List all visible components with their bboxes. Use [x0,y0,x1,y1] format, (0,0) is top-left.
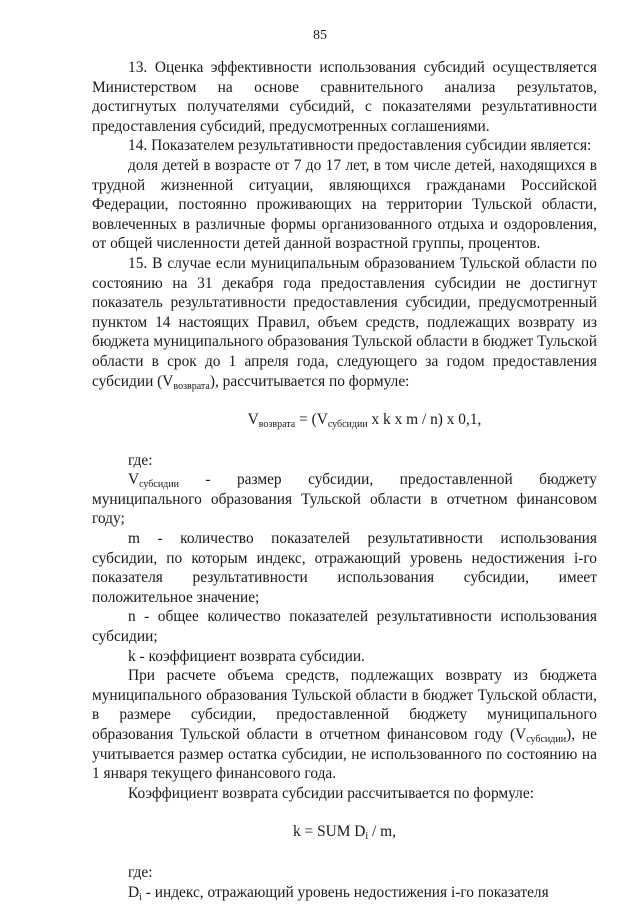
definition-v-subsidy [92,470,597,529]
def-v-symbol: V [128,471,140,489]
def-d-symbol: D [128,883,140,901]
definition-k: k - коэффициент возврата субсидии. [128,647,365,665]
formula-sub-subsidy: субсидии [327,419,368,431]
paragraph-15-text: 15. В случае если муниципальным образованием Тульской области по состоянию на 31 декабря года предоставления субсидии не достигнут показатель результативности предоставления субсидии, предусмотренный пунктом 14 настоящих Правил, объем средств, подлежащих возврату из бюджета муниципального образования Тульской области в бюджет Тульской области в срок до 1 апреля года, следующего за годом предоставления субсидии (V [92,254,597,390]
formula2-tail: / m, [368,823,396,841]
paragraph-14: 14. Показателем результативности предоставления субсидии является: [128,137,592,155]
page-number: 85 [313,28,327,43]
calc-text: При расчете объема средств, подлежащих возврату из бюджета муниципального образования Тульской области в бюджет Тульской области, в размере субсидии, предоставленной бюджету муниципального образования Тульской области в отчетном финансовом году (V [92,667,597,743]
coefficient-intro: Коэффициент возврата субсидии рассчитывается по формуле: [128,784,534,802]
formula-v: V [247,411,259,429]
subscript-return: возврата [173,380,210,392]
formula-mid: = (V [295,411,328,429]
formula-sub-return: возврата [258,419,296,431]
def-d-text: - индекс, отражающий уровень недостижения i-го показателя [141,883,549,901]
calc-subscript: субсидии [526,734,567,745]
definition-m: m - количество показателей результативности использования субсидии, по которым индекс, отражающий уровень недостижения i-го показателя результативности использования субсидии, имеет положительное значение; [92,530,597,606]
formula-return-volume [92,410,597,430]
formula-coefficient [92,822,597,842]
paragraph-15-tail: ), рассчитывается по формуле: [209,372,410,390]
def-v-text: - размер субсидии, предоставленной бюджету муниципального образования Тульской области в отчетном финансовом году; [92,471,597,528]
where-label-2: где: [128,863,153,881]
paragraph-calculation [92,666,597,784]
where-label-1: где: [128,451,153,469]
formula-tail: x k x m / n) x 0,1, [367,411,482,429]
def-v-subscript: субсидии [139,479,179,491]
calc-tail: ), не учитывается размер остатка субсидии, не использованного по состоянию на 1 января текущего финансового года. [92,726,598,783]
document-body [92,58,597,902]
definition-n: n - общее количество показателей результативности использования субсидии; [92,608,597,646]
paragraph-15 [92,254,597,391]
paragraph-14-indicator: доля детей в возрасте от 7 до 17 лет, в том числе детей, находящихся в трудной жизненной ситуации, являющихся гражданами Российской Федерации, постоянно проживающих на территории Тульской области, вовлеченных в различные формы организованного отдыха и оздоровления, от общей численности детей данной возрастной группы, процентов. [92,156,597,253]
def-d-subscript: i [139,891,142,903]
formula2-text: k = SUM D [293,823,366,841]
formula2-subscript: i [365,831,369,843]
definition-d [92,883,597,903]
paragraph-13: 13. Оценка эффективности использования субсидий осуществляется Министерством на основе сравнительного анализа результатов, достигнутых получателями субсидий, с показателями результативности предоставления субсидий, предусмотренных соглашениями. [92,59,597,135]
